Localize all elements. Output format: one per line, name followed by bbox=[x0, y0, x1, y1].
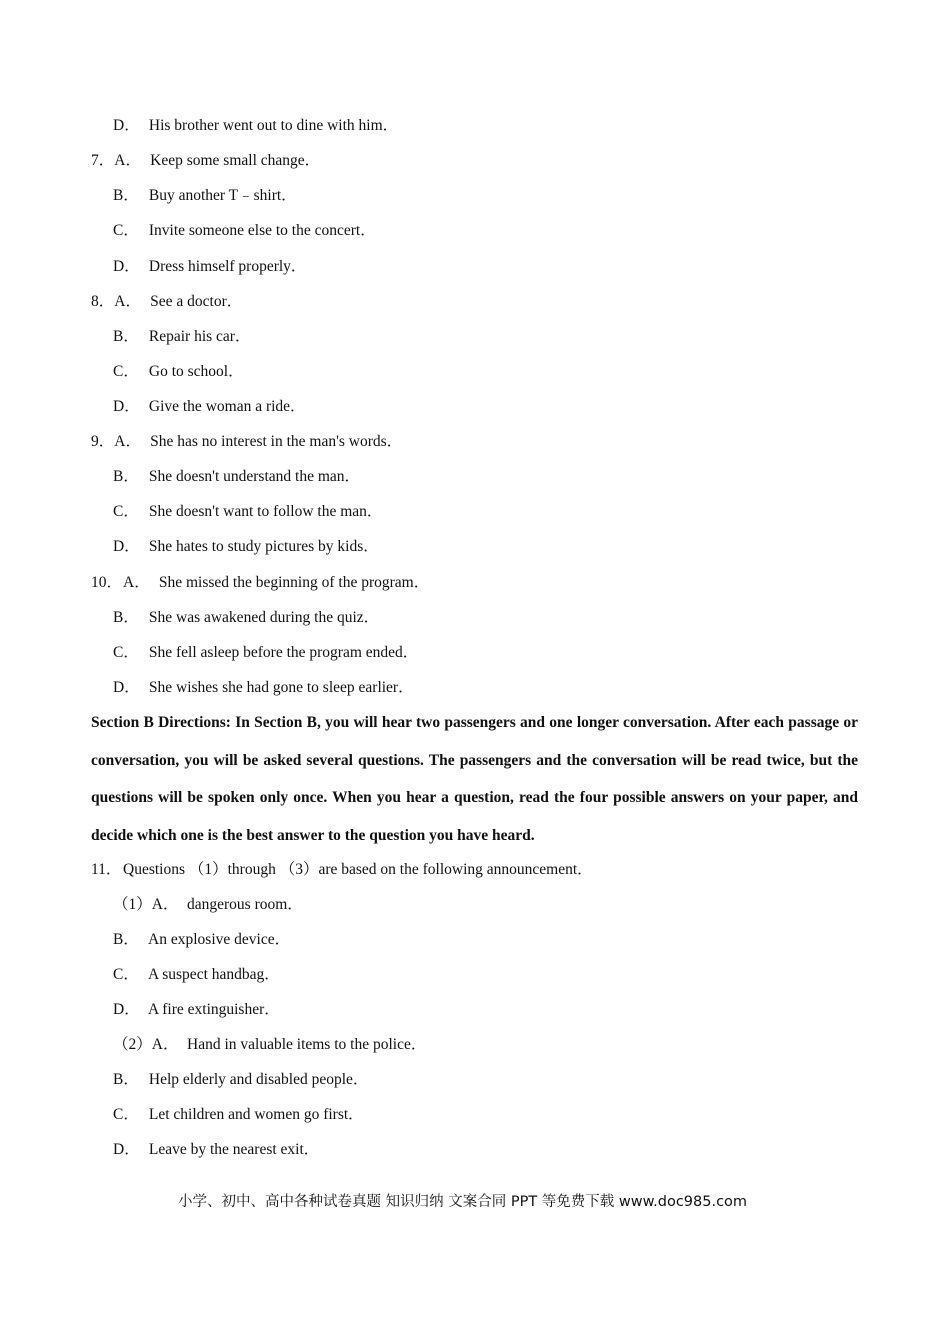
option-text: Buy another T﹣shirt． bbox=[148, 187, 297, 204]
question-number: 7． bbox=[91, 152, 115, 169]
option-text: A suspect handbag． bbox=[148, 966, 280, 983]
option-text: Go to school． bbox=[148, 363, 244, 380]
option-text: She missed the beginning of the program． bbox=[158, 574, 430, 591]
question-11 bbox=[91, 860, 593, 880]
option-label: A． bbox=[123, 574, 150, 591]
option-label: D． bbox=[113, 117, 140, 134]
option-label: A． bbox=[114, 152, 141, 169]
option-line bbox=[113, 643, 418, 663]
option-text: dangerous room． bbox=[187, 896, 303, 913]
option-line bbox=[113, 362, 244, 382]
option-text: Give the woman a ride． bbox=[148, 398, 306, 415]
option-label: C． bbox=[113, 966, 139, 983]
option-label: A． bbox=[114, 293, 141, 310]
option-line bbox=[113, 1070, 368, 1090]
option-label: B． bbox=[113, 468, 139, 485]
subquestion-prefix: （2）A． bbox=[113, 1036, 179, 1053]
option-label: B． bbox=[113, 931, 139, 948]
option-text: A fire extinguisher． bbox=[148, 1001, 280, 1018]
option-text: See a doctor． bbox=[150, 293, 243, 310]
option-label: D． bbox=[113, 258, 140, 275]
option-text: Help elderly and disabled people． bbox=[148, 1071, 369, 1088]
question-8 bbox=[91, 292, 242, 312]
question-number: 8． bbox=[91, 293, 115, 310]
question-number: 10． bbox=[91, 574, 123, 591]
option-label: C． bbox=[113, 503, 139, 520]
question-7 bbox=[91, 151, 320, 171]
option-text: Leave by the nearest exit． bbox=[148, 1141, 320, 1158]
option-line bbox=[113, 186, 297, 206]
option-label: D． bbox=[113, 538, 140, 555]
question-number: 11． bbox=[91, 861, 122, 878]
option-label: D． bbox=[113, 1141, 140, 1158]
option-line bbox=[113, 1000, 280, 1020]
option-label: B． bbox=[113, 187, 139, 204]
option-text: She wishes she had gone to sleep earlier． bbox=[148, 679, 414, 696]
option-line bbox=[113, 1140, 319, 1160]
option-line bbox=[113, 965, 280, 985]
option-line bbox=[113, 116, 398, 136]
option-label: C． bbox=[113, 1106, 139, 1123]
question-9 bbox=[91, 432, 402, 452]
option-label: C． bbox=[113, 363, 139, 380]
subquestion-1 bbox=[113, 895, 303, 915]
option-text: Keep some small change． bbox=[150, 152, 321, 169]
option-line bbox=[113, 221, 376, 241]
option-text: An explosive device． bbox=[148, 931, 291, 948]
option-label: C． bbox=[113, 644, 139, 661]
option-text: Hand in valuable items to the police． bbox=[187, 1036, 427, 1053]
option-line bbox=[113, 1105, 364, 1125]
question-number: 9． bbox=[91, 433, 115, 450]
option-text: She doesn't understand the man． bbox=[148, 468, 361, 485]
option-text: His brother went out to dine with him． bbox=[148, 117, 399, 134]
option-line bbox=[113, 930, 290, 950]
option-line bbox=[113, 257, 306, 277]
option-text: She hates to study pictures by kids． bbox=[148, 538, 379, 555]
option-line bbox=[113, 467, 360, 487]
option-label: B． bbox=[113, 328, 139, 345]
option-text: Let children and women go first． bbox=[148, 1106, 364, 1123]
question-10 bbox=[91, 573, 429, 593]
option-line bbox=[113, 327, 250, 347]
option-text: She doesn't want to follow the man． bbox=[148, 503, 383, 520]
option-label: D． bbox=[113, 1001, 140, 1018]
option-label: B． bbox=[113, 1071, 139, 1088]
option-text: She fell asleep before the program ended． bbox=[148, 644, 419, 661]
section-b-directions: Section B Directions: In Section B, you will hear two passengers and one longer conversation. After each passage or conversation, you will be asked several questions. The passengers and the conversation will be read twice, but the questions will be spoken only once. When you hear a question, read the four possible answers on your paper, and decide which one is the best answer to the question you have heard. bbox=[91, 714, 858, 844]
option-label: D． bbox=[113, 679, 140, 696]
option-line bbox=[113, 678, 414, 698]
option-line bbox=[113, 537, 379, 557]
footer-link[interactable]: 小学、初中、高中各种试卷真题 知识归纳 文案合同 PPT 等免费下载 www.doc985.com bbox=[178, 1194, 748, 1210]
option-text: She has no interest in the man's words． bbox=[150, 433, 403, 450]
option-text: Repair his car． bbox=[148, 328, 251, 345]
option-line bbox=[113, 502, 382, 522]
option-line bbox=[113, 608, 379, 628]
question-intro: Questions （1）through （3）are based on the following announcement． bbox=[123, 861, 593, 878]
option-text: Invite someone else to the concert． bbox=[148, 222, 376, 239]
option-text: She was awakened during the quiz． bbox=[148, 609, 380, 626]
option-label: A． bbox=[114, 433, 141, 450]
option-label: D． bbox=[113, 398, 140, 415]
option-text: Dress himself properly． bbox=[148, 258, 307, 275]
subquestion-2 bbox=[113, 1035, 426, 1055]
option-label: C． bbox=[113, 222, 139, 239]
option-label: B． bbox=[113, 609, 139, 626]
option-line bbox=[113, 397, 306, 417]
subquestion-prefix: （1）A． bbox=[113, 896, 179, 913]
